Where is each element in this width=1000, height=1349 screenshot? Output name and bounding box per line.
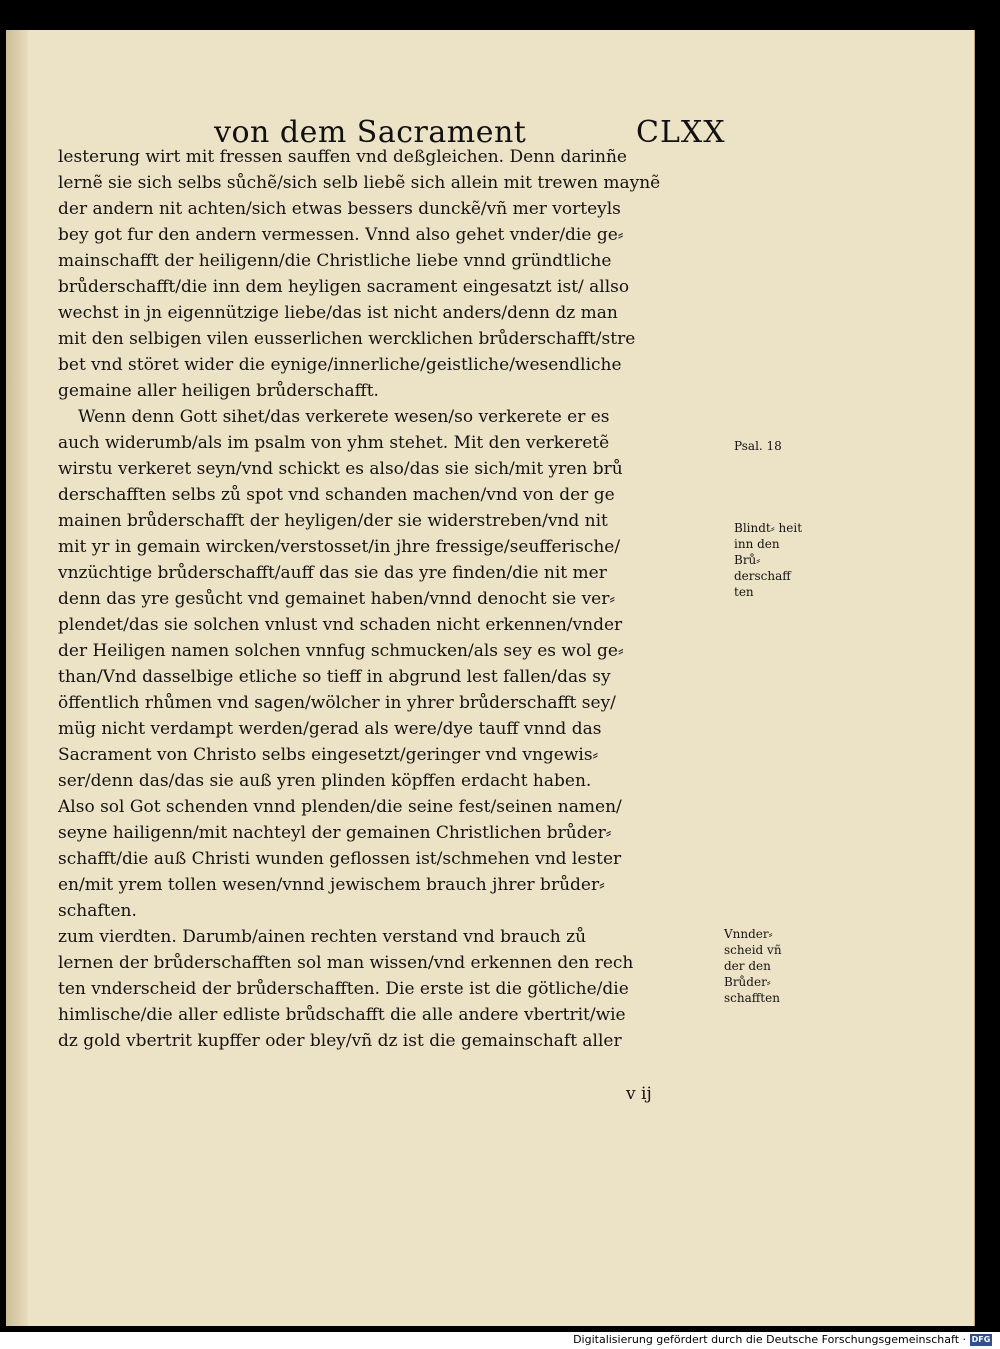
text-line: plendet/das sie solchen vnlust vnd schaden nicht erkennen/vnder bbox=[58, 615, 623, 635]
text-line: gemaine aller heiligen brůderschafft. bbox=[58, 381, 379, 401]
text-line: der Heiligen namen solchen vnnfug schmucken/als sey es wol ge⸗ bbox=[58, 641, 624, 661]
signature-mark: v ij bbox=[626, 1084, 652, 1104]
text-line: en/mit yrem tollen wesen/vnnd jewischem brauch jhrer brůder⸗ bbox=[58, 875, 605, 895]
text-line: wechst in jn eigennützige liebe/das ist nicht anders/denn dz man bbox=[58, 303, 618, 323]
text-line: schafft/die auß Christi wunden geflossen ist/schmehen vnd lester bbox=[58, 849, 622, 869]
text-line: schaften. bbox=[58, 901, 137, 921]
text-line: der andern nit achten/sich etwas bessers dunckẽ/vñ mer vorteyls bbox=[58, 199, 621, 219]
text-line: lernen der brůderschafften sol man wissen/vnd erkennen den rech bbox=[58, 953, 634, 973]
main-text bbox=[58, 144, 748, 1054]
text-line: öffentlich rhůmen vnd sagen/wölcher in yhrer brůderschafft sey/ bbox=[58, 693, 616, 713]
text-line: mit yr in gemain wircken/verstosset/in jhre fressige/seufferische/ bbox=[58, 537, 621, 557]
text-line: bet vnd störet wider die eynige/innerliche/geistliche/wesendliche bbox=[58, 355, 622, 375]
text-line: lesterung wirt mit fressen sauffen vnd deßgleichen. Denn darinñe bbox=[58, 147, 627, 167]
book-page bbox=[6, 30, 975, 1326]
running-title: von dem Sacrament bbox=[214, 115, 527, 150]
text-line: lernẽ sie sich selbs sůchẽ/sich selb liebẽ sich allein mit trewen maynẽ bbox=[58, 173, 661, 193]
text-line: Wenn denn Gott sihet/das verkerete wesen/so verkerete er es bbox=[78, 407, 610, 427]
footer-credit: Digitalisierung gefördert durch die Deutsche Forschungsgemeinschaft · bbox=[573, 1333, 966, 1346]
dfg-logo: DFG bbox=[971, 1335, 991, 1344]
margin-note-psalm: Psal. 18 bbox=[734, 439, 782, 453]
text-line: Sacrament von Christo selbs eingesetzt/geringer vnd vngewis⸗ bbox=[58, 745, 599, 765]
text-line: zum vierdten. Darumb/ainen rechten verstand vnd brauch zů bbox=[58, 927, 587, 947]
text-line: derschafften selbs zů spot vnd schanden machen/vnd von der ge bbox=[58, 485, 615, 505]
text-line: ten vnderscheid der brůderschafften. Die erste ist die götliche/die bbox=[58, 979, 629, 999]
text-line: mainschafft der heiligenn/die Christliche liebe vnnd gründtliche bbox=[58, 251, 612, 271]
text-line: brůderschafft/die inn dem heyligen sacrament eingesatzt ist/ allso bbox=[58, 277, 630, 297]
text-line: müg nicht verdampt werden/gerad als were/dye tauff vnnd das bbox=[58, 719, 602, 739]
margin-note-unterschied: Vnnder⸗ scheid vñ der den Brůder⸗ schafften bbox=[724, 927, 782, 1005]
text-line: denn das yre gesůcht vnd gemainet haben/vnnd denocht sie ver⸗ bbox=[58, 589, 616, 609]
margin-note-blindheit: Blindt⸗ heit inn den Brů⸗ derschaff ten bbox=[734, 521, 803, 599]
text-line: vnzüchtige brůderschafft/auff das sie das yre finden/die nit mer bbox=[58, 563, 607, 583]
text-line: than/Vnd dasselbige etliche so tieff in abgrund lest fallen/das sy bbox=[58, 667, 611, 687]
text-line: wirstu verkeret seyn/vnd schickt es also/das sie sich/mit yren brů bbox=[58, 459, 623, 479]
text-line: dz gold vbertrit kupffer oder bley/vñ dz ist die gemainschaft aller bbox=[58, 1031, 622, 1051]
folio-number: CLXX bbox=[636, 115, 726, 150]
text-line: mainen brůderschafft der heyligen/der sie widerstreben/vnd nit bbox=[58, 511, 608, 531]
text-line: bey got fur den andern vermessen. Vnnd also gehet vnder/die ge⸗ bbox=[58, 225, 624, 245]
text-line: seyne hailigenn/mit nachteyl der gemainen Christlichen brůder⸗ bbox=[58, 823, 612, 843]
text-line: himlische/die aller edliste brůdschafft die alle andere vbertrit/wie bbox=[58, 1005, 626, 1025]
page-gutter bbox=[6, 30, 28, 1326]
text-line: ser/denn das/das sie auß yren plinden köpffen erdacht haben. bbox=[58, 771, 592, 791]
text-line: Also sol Got schenden vnnd plenden/die seine fest/seinen namen/ bbox=[58, 797, 622, 817]
text-line: mit den selbigen vilen eusserlichen wercklichen brůderschafft/stre bbox=[58, 329, 636, 349]
text-line: auch widerumb/als im psalm von yhm stehet. Mit den verkeretẽ bbox=[58, 433, 610, 453]
